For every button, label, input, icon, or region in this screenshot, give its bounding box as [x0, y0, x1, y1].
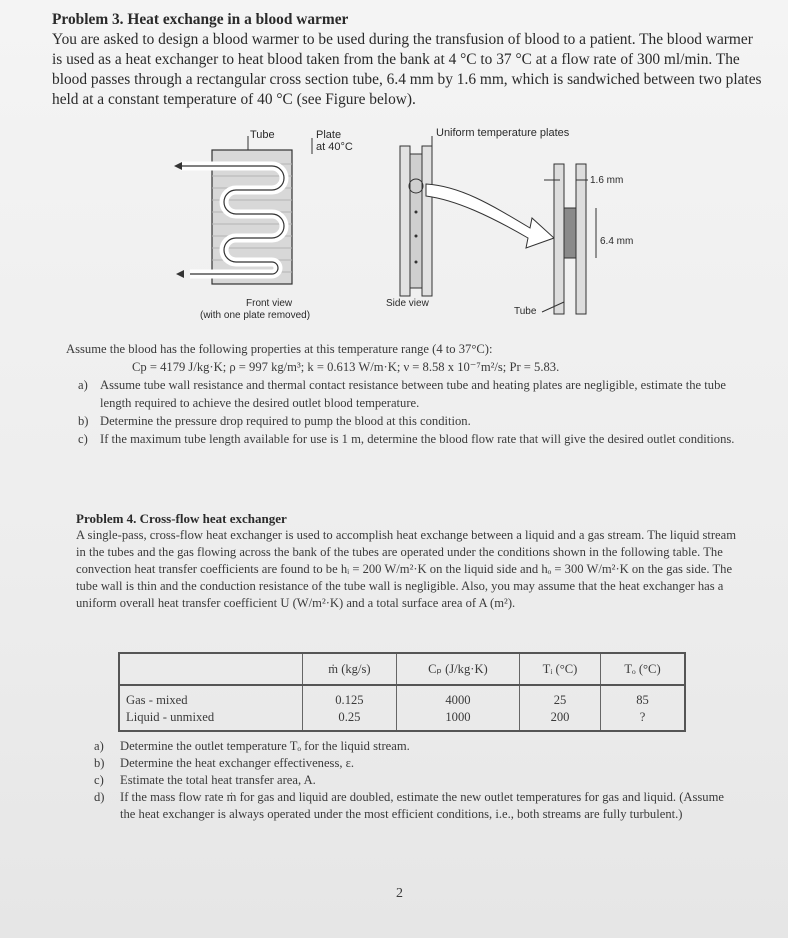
table-cell: 0.125	[303, 685, 397, 709]
problem-4-question	[90, 738, 740, 755]
table-cell: 4000	[396, 685, 519, 709]
table-cell: 200	[520, 709, 601, 731]
question-text: If the maximum tube length available for use is 1 m, determine the blood flow rate that will give the desired outlet conditions.	[100, 432, 735, 446]
table-header-cell	[119, 653, 303, 685]
problem-4-question	[90, 755, 740, 772]
problem-4-intro: A single-pass, cross-flow heat exchanger is used to accomplish heat exchange between a liquid and a gas stream. The liquid stream in the tubes and the gas flowing across the bank of the tubes are operated under the conditions shown in the following table. The convection heat transfer coefficients are found to be hᵢ = 200 W/m²·K on the liquid side and hₒ = 300 W/m²·K on the gas side. The tube wall is thin and the conduction resistance of the tube wall is negligible. Also, you may assume that the heat exchanger has a uniform overall heat transfer coefficient U (W/m²·K) and a total surface area of A (m²).	[76, 528, 737, 610]
problem-3-question	[66, 412, 756, 430]
height-dimension-label: 6.4 mm	[600, 236, 634, 247]
problem-3-intro: You are asked to design a blood warmer to be used during the transfusion of blood to a patient. The blood warmer is used as a heat exchanger to heat blood taken from the bank at 4 °C to 37 °C at a flow rate of 300 ml/min. The blood passes through a rectangular cross section tube, 6.4 mm by 1.6 mm, which is sandwiched between two plates held at a constant temperature of 40 °C (see Figure below).	[52, 31, 762, 108]
properties-formula: Cp = 4179 J/kg·K; ρ = 997 kg/m³; k = 0.613 W/m·K; ν = 8.58 x 10⁻⁷m²/s; Pr = 5.83.	[132, 360, 560, 374]
problem-3-question	[66, 376, 756, 412]
table-cell: Liquid - unmixed	[119, 709, 303, 731]
question-label: b)	[78, 414, 89, 428]
table-cell: ?	[601, 709, 686, 731]
problem-3	[52, 10, 764, 110]
plate-temp-label: at 40°C	[316, 141, 353, 153]
question-label: c)	[94, 773, 104, 787]
tube-label: Tube	[250, 129, 275, 141]
table-cell: Gas - mixed	[119, 685, 303, 709]
problem-4-title: Problem 4. Cross-flow heat exchanger	[76, 511, 287, 526]
blood-properties	[66, 340, 756, 448]
table-cell: 25	[520, 685, 601, 709]
problem-4-questions	[90, 738, 740, 823]
front-view-note: (with one plate removed)	[200, 310, 311, 321]
question-text: Assume tube wall resistance and thermal contact resistance between tube and heating plates are negligible, estimate the tube length required to achieve the desired outlet blood temperature.	[100, 378, 726, 410]
table-cell: 85	[601, 685, 686, 709]
table-header-cell: Cₚ (J/kg·K)	[396, 653, 519, 685]
table-header-row	[119, 653, 685, 685]
side-view-label: Side view	[386, 298, 429, 309]
uniform-plates-label: Uniform temperature plates	[436, 127, 570, 139]
problem-4	[76, 510, 742, 612]
table-header-cell: Tₒ (°C)	[601, 653, 686, 685]
front-view-label: Front view	[246, 298, 293, 309]
problem-3-title: Problem 3. Heat exchange in a blood warmer	[52, 11, 349, 28]
plate-label: Plate	[316, 129, 342, 141]
table-row	[119, 709, 685, 731]
question-text: Determine the outlet temperature Tₒ for the liquid stream.	[120, 739, 410, 753]
conditions-table	[118, 652, 686, 732]
question-text: Determine the pressure drop required to pump the blood at this condition.	[100, 414, 471, 428]
table-cell: 1000	[396, 709, 519, 731]
problem-4-question	[90, 789, 740, 823]
width-dimension-label: 1.6 mm	[590, 175, 624, 186]
problem-3-question	[66, 430, 756, 448]
question-label: b)	[94, 756, 105, 770]
page-number: 2	[396, 886, 403, 901]
table-cell: 0.25	[303, 709, 397, 731]
problem-4-question	[90, 772, 740, 789]
properties-intro: Assume the blood has the following properties at this temperature range (4 to 37°C):	[66, 342, 493, 356]
question-text: Estimate the total heat transfer area, A.	[120, 773, 316, 787]
table-row	[119, 685, 685, 709]
question-label: a)	[78, 378, 88, 392]
question-label: c)	[78, 432, 88, 446]
table-header-cell: ṁ (kg/s)	[303, 653, 397, 685]
question-text: Determine the heat exchanger effectiveness, ε.	[120, 756, 355, 770]
question-label: a)	[94, 739, 104, 753]
tube-bottom-label: Tube	[514, 306, 537, 317]
question-label: d)	[94, 790, 105, 804]
table-header-cell: Tᵢ (°C)	[520, 653, 601, 685]
blood-warmer-figure	[150, 124, 640, 334]
question-text: If the mass flow rate ṁ for gas and liquid are doubled, estimate the new outlet temperatures for gas and liquid. (Assume the heat exchanger is always operated under the most efficient conditions, i.e., both streams are fully turbulent.)	[120, 790, 724, 821]
